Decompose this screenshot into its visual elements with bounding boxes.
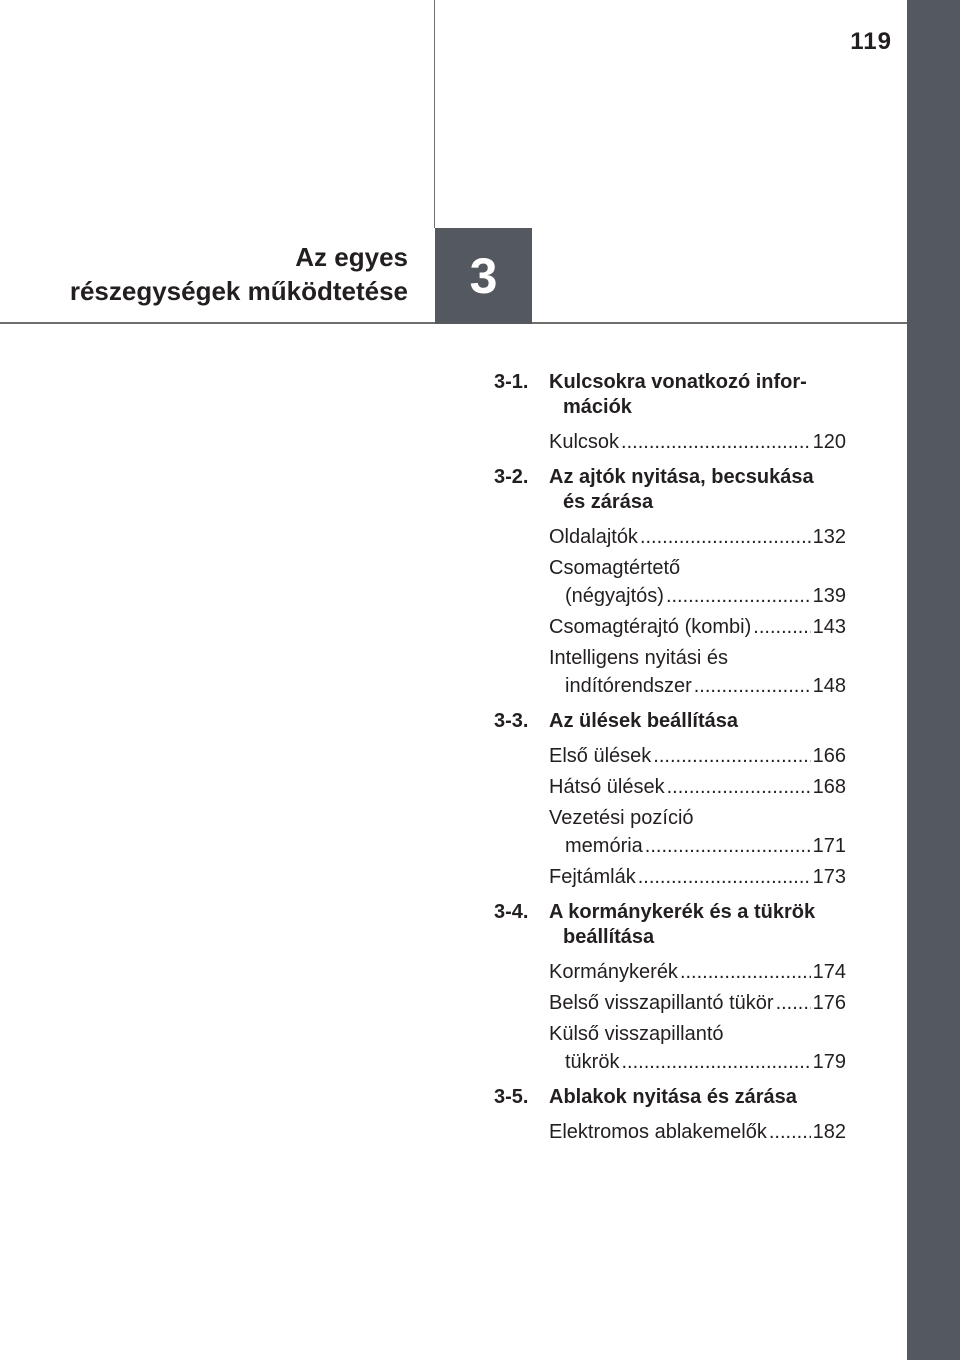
entry-label: Elektromos ablakemelők bbox=[549, 1121, 767, 1143]
toc-section-3-4[interactable] bbox=[494, 900, 846, 950]
toc-entry[interactable] bbox=[549, 863, 846, 891]
entry-page: 173 bbox=[812, 866, 846, 888]
section-title: Az ülések beállítása bbox=[549, 710, 738, 732]
leader-dots bbox=[638, 863, 811, 891]
section-number: 3-1. bbox=[494, 371, 529, 393]
section-title: Kulcsokra vonatkozó infor- mációk bbox=[549, 371, 807, 418]
section-title: Az ajtók nyitása, becsukása és zárása bbox=[549, 466, 814, 513]
vertical-divider bbox=[434, 0, 435, 228]
entry-label: Oldalajtók bbox=[549, 526, 638, 548]
leader-dots bbox=[694, 672, 811, 700]
section-number: 3-4. bbox=[494, 901, 529, 923]
section-number: 3-3. bbox=[494, 710, 529, 732]
toc-entry[interactable] bbox=[549, 428, 846, 456]
section-number: 3-2. bbox=[494, 466, 529, 488]
leader-dots bbox=[621, 1048, 810, 1076]
entry-page: 179 bbox=[812, 1051, 846, 1073]
chapter-title-line2: részegységek működtetése bbox=[69, 276, 408, 306]
entry-label: Hátsó ülések bbox=[549, 776, 665, 798]
toc-entry[interactable] bbox=[549, 742, 846, 770]
toc-entry[interactable] bbox=[549, 644, 846, 700]
toc-entry[interactable] bbox=[549, 989, 846, 1017]
toc-entry[interactable] bbox=[549, 773, 846, 801]
table-of-contents bbox=[494, 370, 846, 1149]
entry-label: Külső visszapillantó bbox=[549, 1023, 724, 1045]
leader-dots bbox=[680, 958, 811, 986]
toc-entry[interactable] bbox=[549, 554, 846, 610]
chapter-title-line1: Az egyes bbox=[295, 242, 408, 272]
entry-label: Csomagtérajtó (kombi) bbox=[549, 616, 752, 638]
toc-section-3-3[interactable] bbox=[494, 709, 846, 734]
entry-label-cont: memória bbox=[565, 835, 643, 857]
side-tab-bar bbox=[907, 0, 960, 1360]
toc-entry[interactable] bbox=[549, 804, 846, 860]
entry-label: Első ülések bbox=[549, 745, 652, 767]
entry-label-cont: indítórendszer bbox=[565, 675, 692, 697]
chapter-title bbox=[0, 240, 408, 308]
leader-dots bbox=[653, 742, 810, 770]
section-number: 3-5. bbox=[494, 1086, 529, 1108]
toc-entry[interactable] bbox=[549, 1118, 846, 1146]
entry-page: 168 bbox=[812, 776, 846, 798]
toc-entry[interactable] bbox=[549, 613, 846, 641]
page-number: 119 bbox=[850, 28, 892, 55]
entry-label: Vezetési pozíció bbox=[549, 807, 694, 829]
toc-section-3-5[interactable] bbox=[494, 1085, 846, 1110]
leader-dots bbox=[645, 832, 811, 860]
toc-section-3-2[interactable] bbox=[494, 465, 846, 515]
entry-page: 139 bbox=[812, 585, 846, 607]
chapter-number-box bbox=[435, 228, 532, 324]
entry-label: Belső visszapillantó tükör bbox=[549, 992, 774, 1014]
entry-label: Kulcsok bbox=[549, 431, 620, 453]
entry-page: 171 bbox=[812, 835, 846, 857]
entry-label: Csomagtértető bbox=[549, 557, 681, 579]
leader-dots bbox=[753, 613, 810, 641]
entry-page: 132 bbox=[812, 526, 846, 548]
entry-page: 148 bbox=[812, 675, 846, 697]
leader-dots bbox=[769, 1118, 811, 1146]
entry-page: 174 bbox=[812, 961, 846, 983]
entry-label-cont: tükrök bbox=[565, 1051, 620, 1073]
toc-entry[interactable] bbox=[549, 523, 846, 551]
toc-section-3-1[interactable] bbox=[494, 370, 846, 420]
entry-page: 143 bbox=[812, 616, 846, 638]
entry-label-cont: (négyajtós) bbox=[565, 585, 664, 607]
entry-label: Fejtámlák bbox=[549, 866, 636, 888]
leader-dots bbox=[666, 582, 811, 610]
entry-label: Kormánykerék bbox=[549, 961, 678, 983]
section-title: Ablakok nyitása és zárása bbox=[549, 1086, 797, 1108]
entry-page: 176 bbox=[812, 992, 846, 1014]
entry-page: 120 bbox=[812, 431, 846, 453]
leader-dots bbox=[776, 989, 811, 1017]
leader-dots bbox=[667, 773, 811, 801]
entry-label: Intelligens nyitási és bbox=[549, 647, 728, 669]
toc-entry[interactable] bbox=[549, 958, 846, 986]
section-title: A kormánykerék és a tükrök beállítása bbox=[549, 901, 816, 948]
leader-dots bbox=[621, 428, 811, 456]
toc-entry[interactable] bbox=[549, 1020, 846, 1076]
entry-page: 166 bbox=[812, 745, 846, 767]
chapter-number: 3 bbox=[469, 248, 498, 304]
entry-page: 182 bbox=[812, 1121, 846, 1143]
leader-dots bbox=[640, 523, 811, 551]
